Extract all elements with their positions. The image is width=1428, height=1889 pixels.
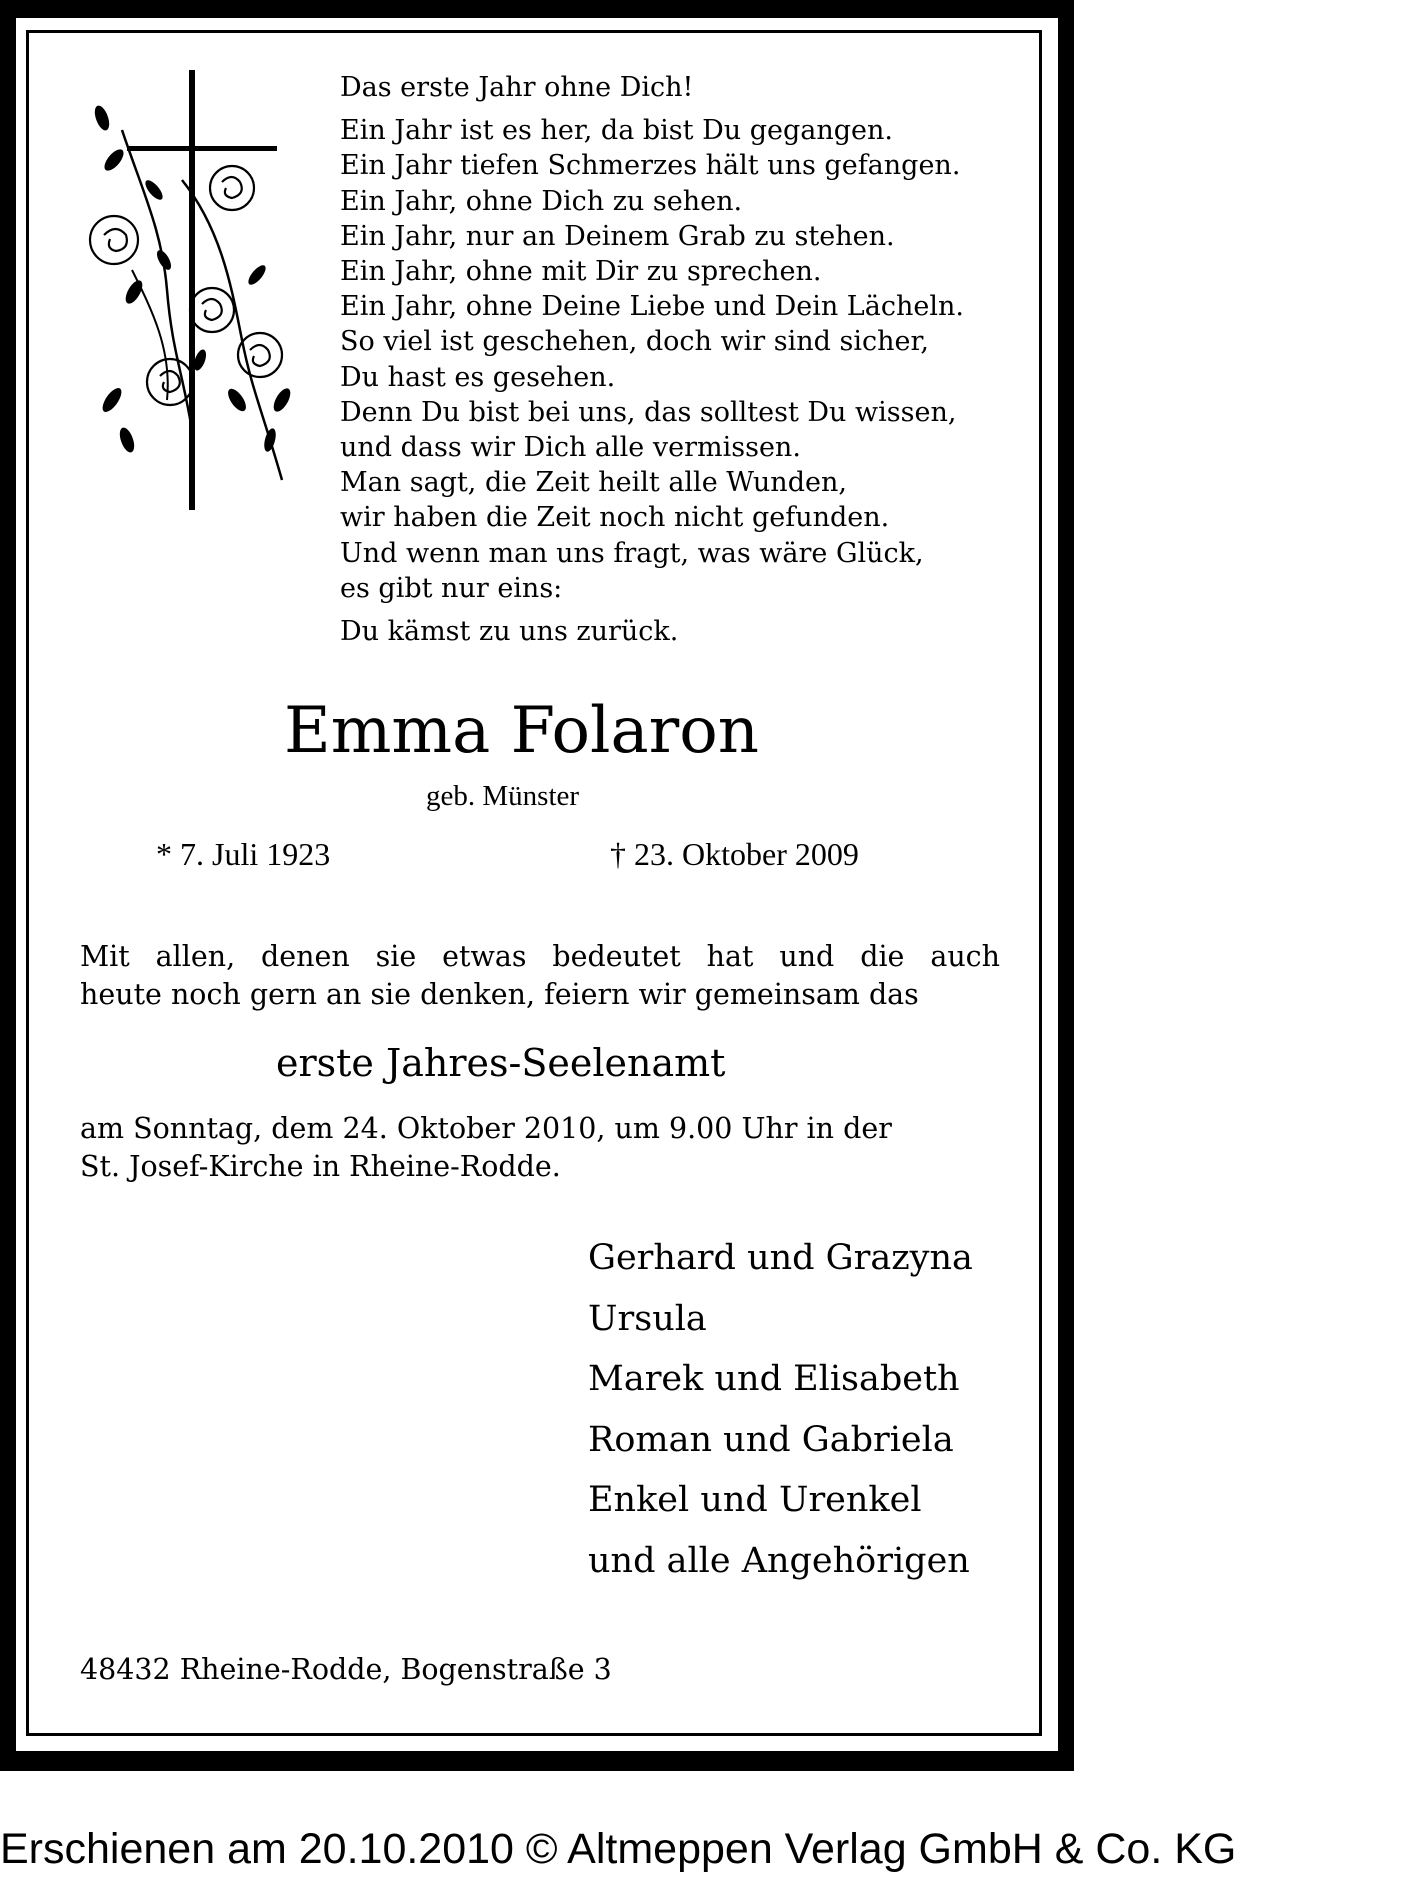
publication-footer: Erschienen am 20.10.2010 © Altmeppen Verlag GmbH & Co. KG [0,1825,1237,1873]
signatory: Roman und Gabriela [588,1419,954,1460]
poem-line: So viel ist geschehen, doch wir sind sicher, [340,326,929,358]
poem-line: Ein Jahr, ohne Dich zu sehen. [340,185,743,217]
signatory: und alle Angehörigen [588,1540,970,1581]
poem-line: Ein Jahr tiefen Schmerzes hält uns gefangen. [340,150,961,182]
deceased-name: Emma Folaron [284,694,759,768]
signatory: Enkel und Urenkel [588,1480,922,1520]
service-line: St. Josef-Kirche in Rheine-Rodde. [80,1150,561,1183]
family-address: 48432 Rheine-Rodde, Bogenstraße 3 [80,1653,612,1686]
intro-line: heute noch gern an sie denken, feiern wir gemeinsam das [80,978,919,1011]
signatory: Marek und Elisabeth [588,1359,960,1399]
poem-line: Ein Jahr, nur an Deinem Grab zu stehen. [340,220,895,252]
poem-line: Man sagt, die Zeit heilt alle Wunden, [340,467,847,499]
memorial-poem [340,70,1040,649]
poem-line: es gibt nur eins: [340,572,563,604]
poem-line: Das erste Jahr ohne Dich! [340,72,694,103]
intro-line: Mit allen, denen sie etwas bedeutet hat und die auch [80,940,1000,973]
poem-line: Du kämst zu uns zurück. [340,616,679,648]
signatories-list [588,1228,973,1591]
signatory: Ursula [588,1298,707,1339]
maiden-name: geb. Münster [426,780,580,812]
poem-line: wir haben die Zeit noch nicht gefunden. [340,502,890,534]
poem-line: Denn Du bist bei uns, das solltest Du wissen, [340,396,957,428]
poem-line: Du hast es gesehen. [340,361,616,393]
poem-line: und dass wir Dich alle vermissen. [340,432,801,464]
service-title: erste Jahres-Seelenamt [276,1041,726,1085]
signatory: Gerhard und Grazyna [588,1238,973,1278]
announcement-intro [80,938,1000,1014]
poem-line: Ein Jahr, ohne Deine Liebe und Dein Lächeln. [340,291,964,323]
death-date: † 23. Oktober 2009 [610,836,859,872]
poem-line: Und wenn man uns fragt, was wäre Glück, [340,537,924,569]
birth-date: * 7. Juli 1923 [156,836,331,872]
service-line: am Sonntag, dem 24. Oktober 2010, um 9.00 Uhr in der [80,1112,892,1145]
poem-line: Ein Jahr ist es her, da bist Du gegangen. [340,115,893,147]
cross-with-roses-icon [72,70,322,510]
service-details [80,1110,1000,1186]
poem-line: Ein Jahr, ohne mit Dir zu sprechen. [340,256,822,288]
